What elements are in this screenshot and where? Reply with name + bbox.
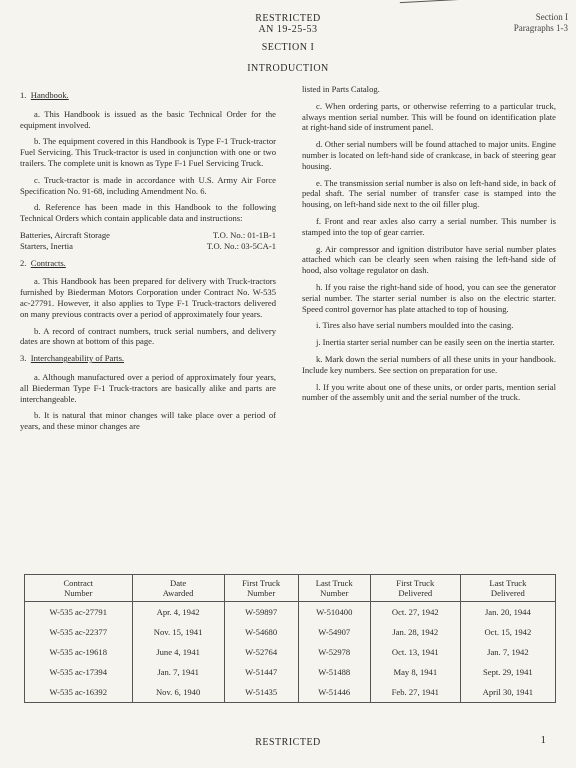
para-3l: l. If you write about one of these units, or order parts, mention serial number of the assembly unit and the serial number of the truck. <box>302 381 556 403</box>
handwritten-mark <box>400 0 480 11</box>
table-cell: W-51447 <box>224 662 298 682</box>
table-cell: Nov. 15, 1941 <box>132 622 224 642</box>
para-1a: a. This Handbook is issued as the basic Technical Order for the equipment involved. <box>20 108 276 130</box>
para-3f: f. Front and rear axles also carry a serial number. This number is stamped into the top of gear carrier. <box>302 215 556 237</box>
table-row <box>25 622 556 642</box>
table-cell: Oct. 27, 1942 <box>370 602 460 623</box>
table-cell: Jan. 20, 1944 <box>460 602 555 623</box>
table-cell: Jan. 7, 1941 <box>132 662 224 682</box>
column-header: Last Truck Number <box>298 575 370 602</box>
para-3h: h. If you raise the right-hand side of hood, you can see the generator serial number. The starter serial number is also on the electric starter. Speed control governor has plate attached to top of housing. <box>302 281 556 314</box>
table-cell: W-51435 <box>224 682 298 703</box>
table-cell: W-510400 <box>298 602 370 623</box>
left-column <box>20 84 276 438</box>
table-cell: Oct. 13, 1941 <box>370 642 460 662</box>
right-column <box>302 84 556 409</box>
page-number: 1 <box>540 734 546 746</box>
table-row <box>25 662 556 682</box>
section-number: SECTION I <box>261 42 315 53</box>
para-3d: d. Other serial numbers will be found attached to major units. Engine number is located on left-hand side of crankcase, in back of steering gear housing. <box>302 139 556 171</box>
para-1c: c. Truck-tractor is made in accordance with U.S. Army Air Force Specification No. 91-68, including Amendment No. 6. <box>20 174 276 196</box>
header-paragraph-ref: Paragraphs 1-3 <box>513 23 568 33</box>
column-header: Date Awarded <box>132 575 224 602</box>
table-cell: Sept. 29, 1941 <box>460 662 555 682</box>
para-1b: b. The equipment covered in this Handbook is Type F-1 Truck-tractor Fuel Servicing. This Truck-tractor is used in conjunction with one or two trailers. The complete unit is known as Type F-1 Fuel Servicing Truck. <box>20 136 276 168</box>
para-3a: a. Although manufactured over a period of approximately four years, all Biederman Type F-1 Truck-tractors are basically alike and parts are interchangeable. <box>20 371 276 404</box>
table-row <box>25 602 556 623</box>
table-cell: June 4, 1941 <box>132 642 224 662</box>
para-1d: d. Reference has been made in this Handbook to the following Technical Orders which contain applicable data and instructions: <box>20 202 276 224</box>
table-cell: W-54907 <box>298 622 370 642</box>
contract-serial-table <box>24 574 556 703</box>
to-item: Batteries, Aircraft Storage T.O. No.: 01-1B-1 <box>20 229 276 240</box>
section-title: INTRODUCTION <box>247 63 329 74</box>
table-header-row <box>25 575 556 602</box>
table-cell: W-52764 <box>224 642 298 662</box>
heading-handbook: 1. Handbook. <box>20 90 69 100</box>
para-2a: a. This Handbook has been prepared for delivery with Truck-tractors furnished by Biederman Motors Corporation under Contract No. W-535 ac-27791. However, it also applies to Type F-1 Truck-tractors delivered on many previous contracts over a period of approximately four years. <box>20 276 276 319</box>
table-cell: W-54680 <box>224 622 298 642</box>
table-cell: Nov. 6, 1940 <box>132 682 224 703</box>
table-cell: W-51446 <box>298 682 370 703</box>
footer-classification: RESTRICTED <box>255 737 321 748</box>
table-cell: Feb. 27, 1941 <box>370 682 460 703</box>
table-row <box>25 682 556 703</box>
header-section-ref: Section I <box>535 12 568 22</box>
para-3b: b. It is natural that minor changes will take place over a period of years, and these minor changes are <box>20 410 276 432</box>
table-cell: Apr. 4, 1942 <box>132 602 224 623</box>
column-header: First Truck Delivered <box>370 575 460 602</box>
table-row <box>25 642 556 662</box>
para-3k: k. Mark down the serial numbers of all these units in your handbook. Include key numbers. See section on preparation for use. <box>302 353 556 375</box>
column-header: Last Truck Delivered <box>460 575 555 602</box>
table-cell: May 8, 1941 <box>370 662 460 682</box>
para-3c: c. When ordering parts, or otherwise referring to a particular truck, always mention serial number. This will be found on identification plate at right-hand side of instrument panel. <box>302 100 556 133</box>
table-cell: W-51488 <box>298 662 370 682</box>
table-cell: April 30, 1941 <box>460 682 555 703</box>
para-3g: g. Air compressor and ignition distributor have serial number plates attached which can be clearly seen when raising the left-hand side of hood, also voltage regulator on dash. <box>302 243 556 276</box>
heading-interchangeability: 3. Interchangeability of Parts. <box>20 353 125 364</box>
table-cell: Jan. 7, 1942 <box>460 642 555 662</box>
para-3j: j. Inertia starter serial number can be easily seen on the inertia starter. <box>316 337 555 348</box>
column-header: First Truck Number <box>224 575 298 602</box>
table-cell: W-535 ac-16392 <box>25 682 133 703</box>
table-cell: Oct. 15, 1942 <box>460 622 555 642</box>
header-classification: RESTRICTED <box>255 13 321 24</box>
table-cell: W-535 ac-22377 <box>25 622 133 642</box>
header-doc-number: AN 19-25-53 <box>258 24 318 35</box>
para-3i: i. Tires also have serial numbers moulded into the casing. <box>316 320 514 331</box>
para-3e: e. The transmission serial number is also on left-hand side, in back of pedal shaft. The serial number of transfer case is stamped into the housing, on left-hand side next to the oil filler plug. <box>302 177 556 210</box>
table-cell: W-52978 <box>298 642 370 662</box>
table-cell: W-535 ac-27791 <box>25 602 133 623</box>
para-2b: b. A record of contract numbers, truck serial numbers, and delivery dates are shown at bottom of this page. <box>20 325 276 347</box>
para-3b-continued: listed in Parts Catalog. <box>302 84 380 94</box>
heading-contracts: 2. Contracts. <box>20 257 66 268</box>
table-cell: W-535 ac-17394 <box>25 662 133 682</box>
table-cell: W-535 ac-19618 <box>25 642 133 662</box>
to-item: Starters, Inertia T.O. No.: 03-5CA-1 <box>20 240 276 251</box>
column-header: Contract Number <box>25 575 133 602</box>
table-cell: W-59897 <box>224 602 298 623</box>
table-cell: Jan. 28, 1942 <box>370 622 460 642</box>
